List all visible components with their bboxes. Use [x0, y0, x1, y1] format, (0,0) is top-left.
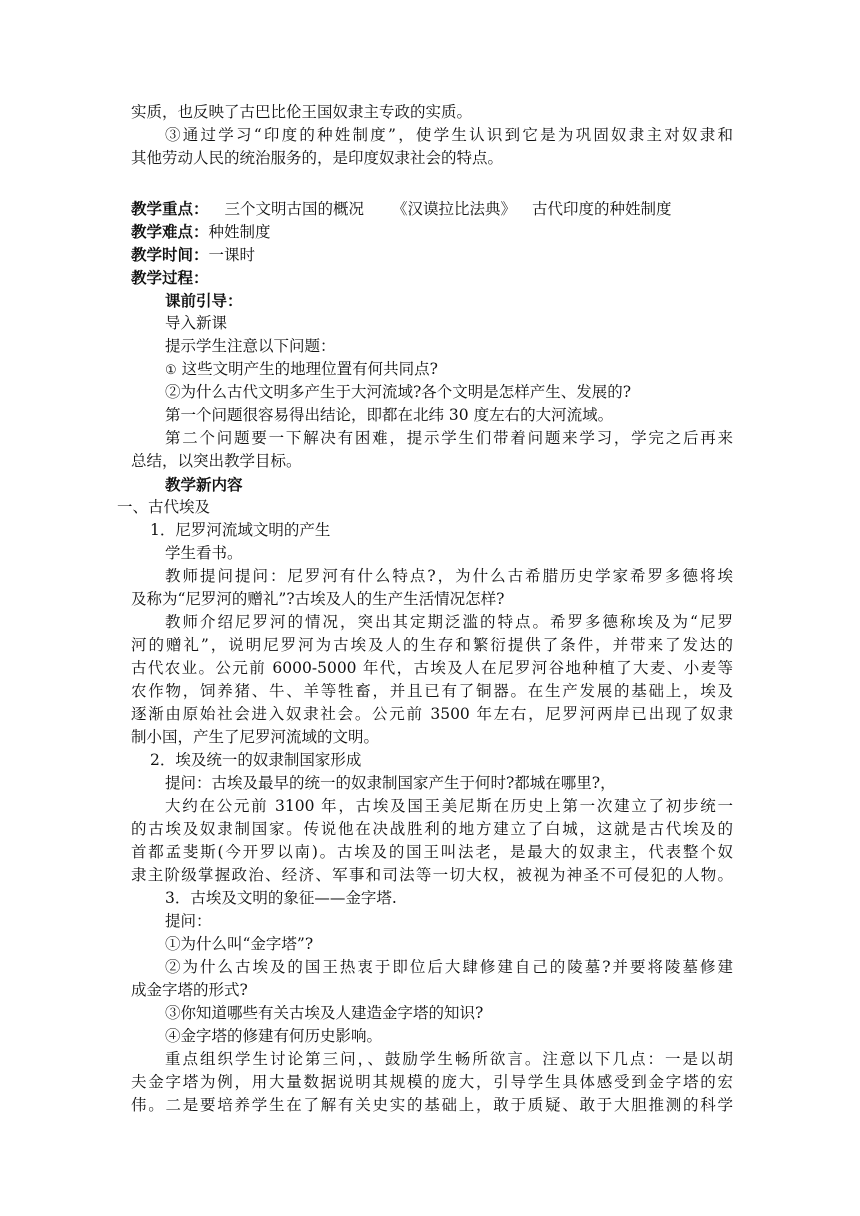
s3-para-line-3: 伟。二是要培养学生在了解有关史实的基础上，敢于质疑、敢于大胆推测的科学 — [131, 1096, 733, 1114]
s1-line-6: 古代农业。公元前 6000-5000 年代，古埃及人在尼罗河谷地种植了大麦、小麦等 — [131, 659, 733, 677]
s1-line-2: 教师提问提问：尼罗河有什么特点?，为什么古希腊历史学家希罗多德将埃 — [165, 567, 733, 585]
intro-question-1-text: 这些文明产生的地理位置有何共同点? — [181, 360, 438, 378]
s1-line-3: 及称为“尼罗河的赠礼”?古埃及人的生产生活情况怎样? — [131, 590, 505, 608]
para-top-line-3: 其他劳动人民的统治服务的，是印度奴隶社会的特点。 — [131, 149, 504, 167]
time-value: 一课时 — [208, 246, 256, 264]
s3-question-2-line-2: 成金字塔的形式? — [131, 981, 248, 999]
intro-question-1 — [165, 358, 733, 381]
intro-line-1: 导入新课 — [165, 314, 228, 332]
s1-line-9: 制小国，产生了尼罗河流域的文明。 — [131, 728, 380, 746]
intro-answer-2-line-2: 总结，以突出教学目标。 — [131, 452, 302, 470]
intro-answer-1: 第一个问题很容易得出结论，即都在北纬 30 度左右的大河流域。 — [165, 406, 614, 424]
s1-line-4: 教师介绍尼罗河的情况，突出其定期泛滥的特点。希罗多德称埃及为“尼罗 — [165, 613, 733, 631]
new-content-heading: 教学新内容 — [165, 475, 243, 494]
key-point-2: 《汉谟拉比法典》 — [392, 200, 517, 218]
time-row — [131, 243, 733, 266]
difficulty-label: 教学难点： — [131, 222, 209, 241]
s1-line-5: 河的赠礼”，说明尼罗河为古埃及人的生存和繁衍提供了条件，并带来了发达的 — [131, 636, 733, 654]
s3-para-line-2: 夫金字塔为例，用大量数据说明其规模的庞大，引导学生具体感受到金字塔的宏 — [131, 1073, 733, 1091]
intro-question-2: ②为什么古代文明多产生于大河流域?各个文明是怎样产生、发展的? — [165, 383, 632, 401]
s2-line-3: 的古埃及奴隶制国家。传说他在决战胜利的地方建立了白城，这就是古代埃及的 — [131, 820, 733, 838]
key-point-3: 古代印度的种姓制度 — [532, 200, 672, 218]
s2-line-4: 首都孟斐斯(今开罗以南)。古埃及的国王叫法老，是最大的奴隶主，代表整个奴 — [131, 843, 733, 861]
s3-question-3: ③你知道哪些有关古埃及人建造金字塔的知识? — [165, 1004, 484, 1022]
subsection-1-title: 1．尼罗河流域文明的产生 — [150, 521, 331, 539]
key-points-row — [131, 197, 733, 220]
s2-line-5: 隶主阶级掌握政治、经济、军事和司法等一切大权，被视为神圣不可侵犯的人物。 — [131, 866, 733, 884]
intro-answer-2-line-1: 第二个问题要一下解决有困难，提示学生们带着问题来学习，学完之后再来 — [165, 429, 733, 447]
s1-line-8: 逐渐由原始社会进入奴隶社会。公元前 3500 年左右，尼罗河两岸已出现了奴隶 — [131, 705, 733, 723]
para-top-line-2: ③通过学习“印度的种姓制度”，使学生认识到它是为巩固奴隶主对奴隶和 — [165, 126, 733, 144]
circled-one-marker: ① — [165, 363, 177, 378]
process-label: 教学过程： — [131, 268, 209, 287]
para-top-line-1: 实质，也反映了古巴比伦王国奴隶主专政的实质。 — [131, 103, 473, 121]
subsection-2-title: 2．埃及统一的奴隶制国家形成 — [150, 751, 362, 769]
section-1-title: 一、古代埃及 — [117, 498, 211, 516]
s1-line-7: 农作物，饲养猪、牛、羊等牲畜，并且已有了铜器。在生产发展的基础上，埃及 — [131, 682, 733, 700]
s2-line-1: 提问：古埃及最早的统一的奴隶制国家产生于何时?都城在哪里?， — [165, 774, 616, 792]
intro-line-2: 提示学生注意以下问题： — [165, 337, 336, 355]
time-label: 教学时间： — [131, 245, 209, 264]
subsection-3-title: 3．古埃及文明的象征——金字塔. — [165, 889, 397, 907]
s3-question-1: ①为什么叫“金字塔”? — [165, 935, 314, 953]
key-point-1: 三个文明古国的概况 — [224, 200, 365, 218]
s2-line-2: 大约在公元前 3100 年，古埃及国王美尼斯在历史上第一次建立了初步统一 — [165, 797, 733, 815]
difficulty-row — [131, 220, 733, 243]
s3-para-line-1: 重点组织学生讨论第三问，、鼓励学生畅所欲言。注意以下几点：一是以胡 — [165, 1050, 733, 1068]
s3-line-1: 提问： — [165, 912, 212, 930]
s3-question-2-line-1: ②为什么古埃及的国王热衷于即位后大肆修建自己的陵墓?并要将陵墓修建 — [165, 958, 733, 976]
s1-line-1: 学生看书。 — [165, 544, 243, 562]
key-points-label: 教学重点： — [131, 199, 209, 218]
difficulty-value: 种姓制度 — [208, 223, 271, 241]
intro-heading: 课前引导： — [165, 291, 243, 310]
s3-question-4: ④金字塔的修建有何历史影响。 — [165, 1027, 383, 1045]
